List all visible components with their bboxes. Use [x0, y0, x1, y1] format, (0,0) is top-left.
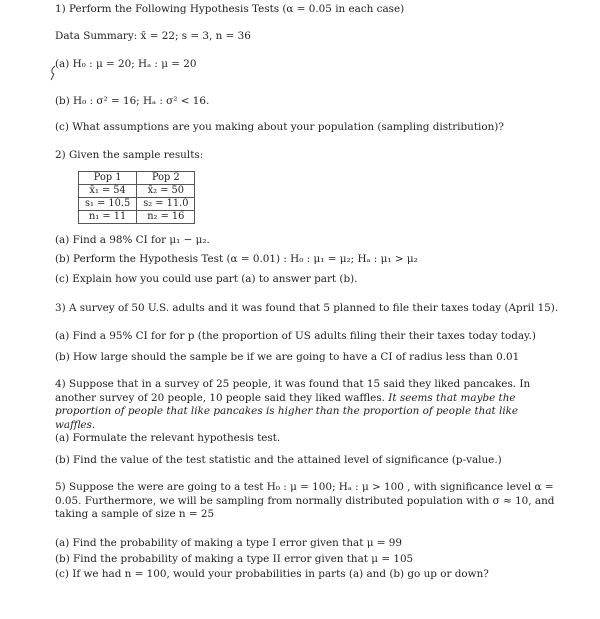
- sample-results-table: [78, 171, 195, 224]
- problem-4-conjecture: It seems that maybe the proportion of people that like pancakes is higher than the proportion of people that like waffles.: [55, 391, 519, 431]
- q5-part-b: (b) Find the probability of making a type II error given that μ = 105: [55, 553, 414, 565]
- q1-part-b: (b) H₀ : σ² = 16; Hₐ : σ² < 16.: [55, 95, 210, 107]
- table-row: [79, 198, 195, 211]
- q1-part-c: (c) What assumptions are you making about your population (sampling distribution)?: [55, 121, 504, 133]
- table-cell: s₂ = 11.0: [137, 198, 195, 211]
- problem-5-paragraph: 5) Suppose the were are going to a test H₀ : μ = 100; Hₐ : μ > 100 , with significance level α = 0.05. Furthermore, we will be sampling from normally distributed population with σ ≈ 10, and taking a sample of size n = 25: [55, 481, 555, 520]
- table-row: [79, 211, 195, 224]
- problem-2-heading: 2) Given the sample results:: [55, 149, 204, 161]
- q2-part-a: (a) Find a 98% CI for μ₁ − μ₂.: [55, 234, 210, 246]
- q5-part-c: (c) If we had n = 100, would your probabilities in parts (a) and (b) go up or down?: [55, 568, 489, 580]
- q2-part-c: (c) Explain how you could use part (a) to answer part (b).: [55, 273, 358, 285]
- problem-4-text: 4) Suppose that in a survey of 25 people, it was found that 15 said they liked pancakes. In another survey of 20 people, 10 people said they liked waffles.: [55, 378, 531, 404]
- q4-part-b: (b) Find the value of the test statistic and the attained level of significance (p-value.): [55, 454, 502, 466]
- table-cell: x̄₂ = 50: [137, 185, 195, 198]
- q3-part-b: (b) How large should the sample be if we are going to have a CI of radius less than 0.01: [55, 351, 520, 363]
- table-header: Pop 2: [137, 172, 195, 185]
- q5-part-a: (a) Find the probability of making a type I error given that μ = 99: [55, 537, 402, 549]
- q4-part-a: (a) Formulate the relevant hypothesis test.: [55, 432, 281, 444]
- table-cell: x̄₁ = 54: [79, 185, 137, 198]
- table-row: [79, 185, 195, 198]
- problem-3-heading: 3) A survey of 50 U.S. adults and it was found that 5 planned to file their taxes today (April 15).: [55, 302, 559, 314]
- data-summary: Data Summary: x̄ = 22; s = 3, n = 36: [55, 30, 251, 42]
- problem-1-heading: 1) Perform the Following Hypothesis Tests (α = 0.05 in each case): [55, 3, 405, 15]
- problem-4-paragraph: [55, 378, 555, 432]
- table-header-row: [79, 172, 195, 185]
- q3-part-a: (a) Find a 95% CI for for p (the proportion of US adults filing their their taxes today today.): [55, 330, 536, 342]
- table-cell: n₁ = 11: [79, 211, 137, 224]
- table-cell: n₂ = 16: [137, 211, 195, 224]
- table-cell: s₁ = 10.5: [79, 198, 137, 211]
- table-header: Pop 1: [79, 172, 137, 185]
- q2-part-b: (b) Perform the Hypothesis Test (α = 0.01) : H₀ : μ₁ = μ₂; Hₐ : μ₁ > μ₂: [55, 253, 418, 265]
- q1-part-a: (a) H₀ : μ = 20; Hₐ : μ = 20: [55, 58, 197, 70]
